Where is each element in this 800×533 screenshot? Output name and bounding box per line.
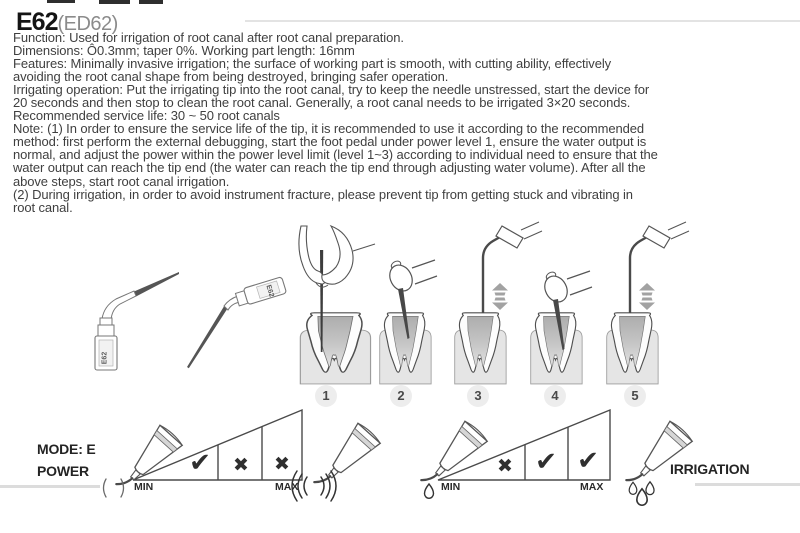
body-line: Dimensions: Ô0.3mm; taper 0%. Working part length: 16mm bbox=[13, 43, 355, 59]
product-subtitle: (ED62) bbox=[57, 13, 118, 35]
step-number-5: 5 bbox=[624, 385, 646, 407]
power-underline bbox=[0, 485, 100, 488]
step-number-2: 2 bbox=[390, 385, 412, 407]
body-line: Note: (1) In order to ensure the service life of the tip, it is recommended to use it according to the recommended bbox=[13, 121, 644, 137]
body-line: Recommended service life: 30 ~ 50 root canals bbox=[13, 108, 280, 124]
step4-illustration bbox=[531, 271, 592, 384]
water-drop-icon bbox=[425, 484, 434, 498]
irrigation-underline bbox=[695, 483, 800, 486]
step2-illustration bbox=[380, 260, 437, 384]
body-line: Features: Minimally invasive irrigation; the surface of working part is smooth, with cutting ability, effectively bbox=[13, 56, 612, 72]
water-drop-icon bbox=[646, 482, 654, 495]
irrigation-level2-check: ✔ bbox=[535, 447, 557, 477]
body-line: root canal. bbox=[13, 199, 73, 215]
body-line: (2) During irrigation, in order to avoid instrument fracture, please prevent tip from getting stuck and vibrating in bbox=[13, 186, 633, 202]
irrigation-label: IRRIGATION bbox=[670, 461, 750, 477]
power-label: POWER bbox=[37, 463, 89, 479]
irrigation-level1-cross: ✖ bbox=[497, 455, 513, 477]
header-divider bbox=[245, 20, 800, 22]
scan-artifact bbox=[99, 0, 130, 4]
vibration-arrows-icon bbox=[492, 283, 508, 310]
body-line: Irrigating operation: Put the irrigating tip into the root canal, try to keep the needle unstressed, start the device for bbox=[13, 82, 650, 98]
tip-illustration-2 bbox=[187, 277, 287, 368]
scan-artifact bbox=[47, 0, 75, 3]
step3-illustration bbox=[455, 222, 542, 384]
scan-artifact bbox=[139, 0, 163, 4]
step-number-1: 1 bbox=[315, 385, 337, 407]
power-level3-cross: ✖ bbox=[274, 453, 290, 475]
irrigation-max-label: MAX bbox=[580, 481, 604, 493]
irrigation-min-label: MIN bbox=[441, 481, 461, 493]
body-line: method: first perform the external debugging, start the foot pedal under power level 1, ensure the water output is bbox=[13, 134, 647, 150]
handpiece-vibration-icon bbox=[292, 422, 382, 501]
tip2-label: E62 bbox=[264, 284, 275, 299]
irrigation-level3-check: ✔ bbox=[577, 446, 599, 476]
body-line: avoiding the root canal shape from being destroyed, bringing safer operation. bbox=[13, 69, 449, 85]
power-max-label: MAX bbox=[275, 481, 299, 493]
body-line: water output can reach the tip end (the water can reach the tip end through adjusting water volume). After all the bbox=[13, 160, 646, 176]
power-level2-cross: ✖ bbox=[233, 454, 249, 476]
tip1-label: E62 bbox=[101, 351, 109, 365]
step5-illustration bbox=[607, 222, 689, 384]
product-title: E62 bbox=[16, 8, 58, 36]
tip-illustration-1 bbox=[95, 272, 179, 370]
power-level1-check: ✔ bbox=[189, 448, 211, 478]
mode-label: MODE: E bbox=[37, 441, 96, 457]
body-line: normal, and adjust the power within the power level limit (level 1~3) according to individual need to ensure that the bbox=[13, 147, 658, 163]
step1-illustration bbox=[299, 226, 375, 384]
power-min-label: MIN bbox=[134, 481, 154, 493]
water-drop-icon bbox=[629, 482, 637, 494]
vibration-arrows-icon bbox=[639, 283, 655, 310]
product-description bbox=[13, 31, 788, 214]
body-line: above steps, start root canal irrigation. bbox=[13, 173, 230, 189]
body-line: 20 seconds and then stop to clean the root canal. Generally, a root canal needs to be irrigated 3×20 seconds. bbox=[13, 95, 631, 111]
step-number-3: 3 bbox=[467, 385, 489, 407]
body-line: Function: Used for irrigation of root canal after root canal preparation. bbox=[13, 30, 404, 45]
step-number-4: 4 bbox=[544, 385, 566, 407]
